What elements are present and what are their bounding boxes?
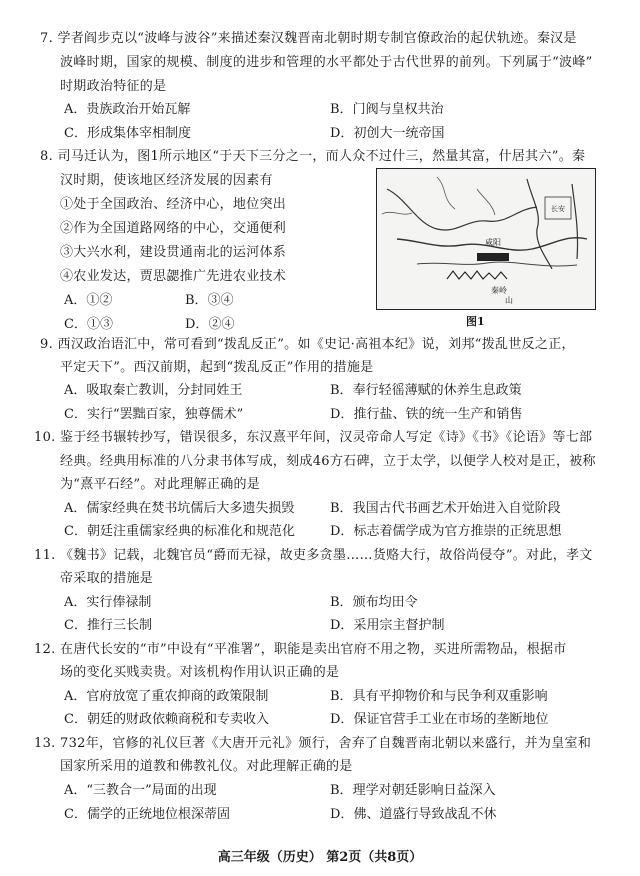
map-label-city: 咸阳: [485, 238, 501, 247]
option-d: D．佛、道盛行导致战乱不休: [330, 807, 497, 822]
question-text-line: 汉时期，使该地区经济发展的因素有: [60, 173, 273, 188]
question-text-line: 732年，官修的礼仪巨著《大唐开元礼》颁行，舍弃了自魏晋南北朝以来盛行，并为皇室和: [60, 736, 592, 751]
option-b: B．理学对朝廷影响日益深入: [330, 783, 496, 798]
option-a: A．①②: [64, 293, 113, 308]
question-text-line: 平定天下”。西汉前期，起到“拨乱反正”作用的措施是: [60, 360, 374, 375]
option-c: C．朝廷注重儒家经典的标准化和规范化: [64, 524, 295, 539]
option-c: C．朝廷的财政依赖商税和专卖收入: [64, 712, 269, 727]
question-text-line: 在唐代长安的“市”中设有“平准署”，职能是卖出官府不用之物，买进所需物品，根据市: [60, 642, 567, 657]
map-label-region: 长安: [551, 205, 565, 213]
option-d: D．②④: [185, 317, 235, 332]
question-text-line: 国家所采用的道教和佛教礼仪。对此理解正确的是: [60, 759, 353, 774]
statement-1: ①处于全国政治、经济中心，地位突出: [60, 197, 287, 212]
question-text-line: 时期政治特征的是: [60, 79, 167, 94]
option-a: A．儒家经典在焚书坑儒后大多遗失损毁: [64, 501, 295, 516]
statement-4: ④农业发达，贾思勰推广先进农业技术: [60, 269, 287, 284]
question-number: 7.: [40, 31, 54, 46]
question-text-line: 司马迁认为，图1所示地区“于天下三分之一，而人众不过什三，然量其富，什居其六”。秦: [57, 149, 586, 164]
option-a: A．官府放宽了重农抑商的政策限制: [64, 689, 269, 704]
statement-2: ②作为全国道路网络的中心，交通便利: [60, 221, 287, 236]
map-label-mountain-2: 山: [505, 296, 513, 305]
option-d: D．推行盐、铁的统一生产和销售: [330, 407, 523, 422]
question-text-line: 《魏书》记载，北魏官员“爵而无禄，故吏多贪墨……货赂大行，故俗尚侵夺”。对此，孝文: [60, 548, 593, 563]
question-number: 13.: [34, 736, 56, 751]
option-a: A．贵族政治开始瓦解: [64, 102, 191, 117]
option-a: A．“三教合一”局面的出现: [64, 783, 217, 798]
option-d: D．保证官营手工业在市场的垄断地位: [330, 712, 549, 727]
question-number: 8.: [40, 149, 54, 164]
option-c: C．儒学的正统地位根深蒂固: [64, 807, 230, 822]
option-c: C．推行三长制: [64, 618, 152, 633]
option-b: B．奉行轻徭薄赋的休养生息政策: [330, 383, 522, 398]
option-c: C．①③: [64, 317, 113, 332]
option-d: D．标志着儒学成为官方推崇的正统思想: [330, 524, 562, 539]
question-number: 10.: [34, 430, 56, 445]
question-number: 12.: [34, 642, 56, 657]
question-text-line: 经典。经典用标准的八分隶书体写成，刻成46方石碑，立于太学，以便学人校对是正，被称: [60, 454, 596, 469]
option-d: D．初创大一统帝国: [330, 126, 445, 141]
page-footer: 高三年级（历史） 第2页（共8页）: [217, 850, 423, 865]
figure-caption: 图1: [466, 315, 485, 328]
question-text-line: 西汉政治语汇中，常可看到“拨乱反正”。如《史记·高祖本纪》说，刘邦“拨乱世反之正，: [57, 337, 575, 352]
question-number: 9.: [40, 337, 54, 352]
question-text-line: 学者阎步克以“波峰与波谷”来描述秦汉魏晋南北朝时期专制官僚政治的起伏轨迹。秦汉是: [57, 31, 577, 46]
option-b: B．具有平抑物价和与民争利双重影响: [330, 689, 548, 704]
option-b: B．我国古代书画艺术开始进入自觉阶段: [330, 501, 561, 516]
statement-3: ③大兴水利，建设贯通南北的运河体系: [60, 245, 287, 260]
option-c: C．形成集体宰相制度: [64, 126, 191, 141]
question-text-line: 波峰时期，国家的规模、制度的进步和管理的水平都处于古代世界的前列。下列属于“波峰”: [60, 55, 593, 70]
option-a: A．实行俸禄制: [64, 595, 152, 610]
option-d: D．采用宗主督护制: [330, 618, 445, 633]
option-c: C．实行“罢黜百家，独尊儒术”: [64, 407, 244, 422]
option-a: A．吸取秦亡教训，分封同姓王: [64, 383, 243, 398]
question-text-line: 场的变化买贱卖贵。对该机构作用认识正确的是: [60, 665, 340, 680]
map-drawing: [377, 169, 595, 309]
question-text-line: 帝采取的措施是: [60, 571, 154, 586]
question-text-line: 为“熹平石经”。对此理解正确的是: [60, 477, 261, 492]
option-b: B．③④: [185, 293, 234, 308]
map-label-mountain: 秦岭: [491, 286, 507, 295]
question-text-line: 鉴于经书辗转抄写，错误很多，东汉熹平年间，汉灵帝命人写定《诗》《书》《论语》等七部: [60, 430, 593, 445]
figure-1-map: [376, 168, 596, 310]
option-b: B．颁布均田令: [330, 595, 418, 610]
option-b: B．门阀与皇权共治: [330, 102, 444, 117]
question-number: 11.: [34, 548, 56, 563]
